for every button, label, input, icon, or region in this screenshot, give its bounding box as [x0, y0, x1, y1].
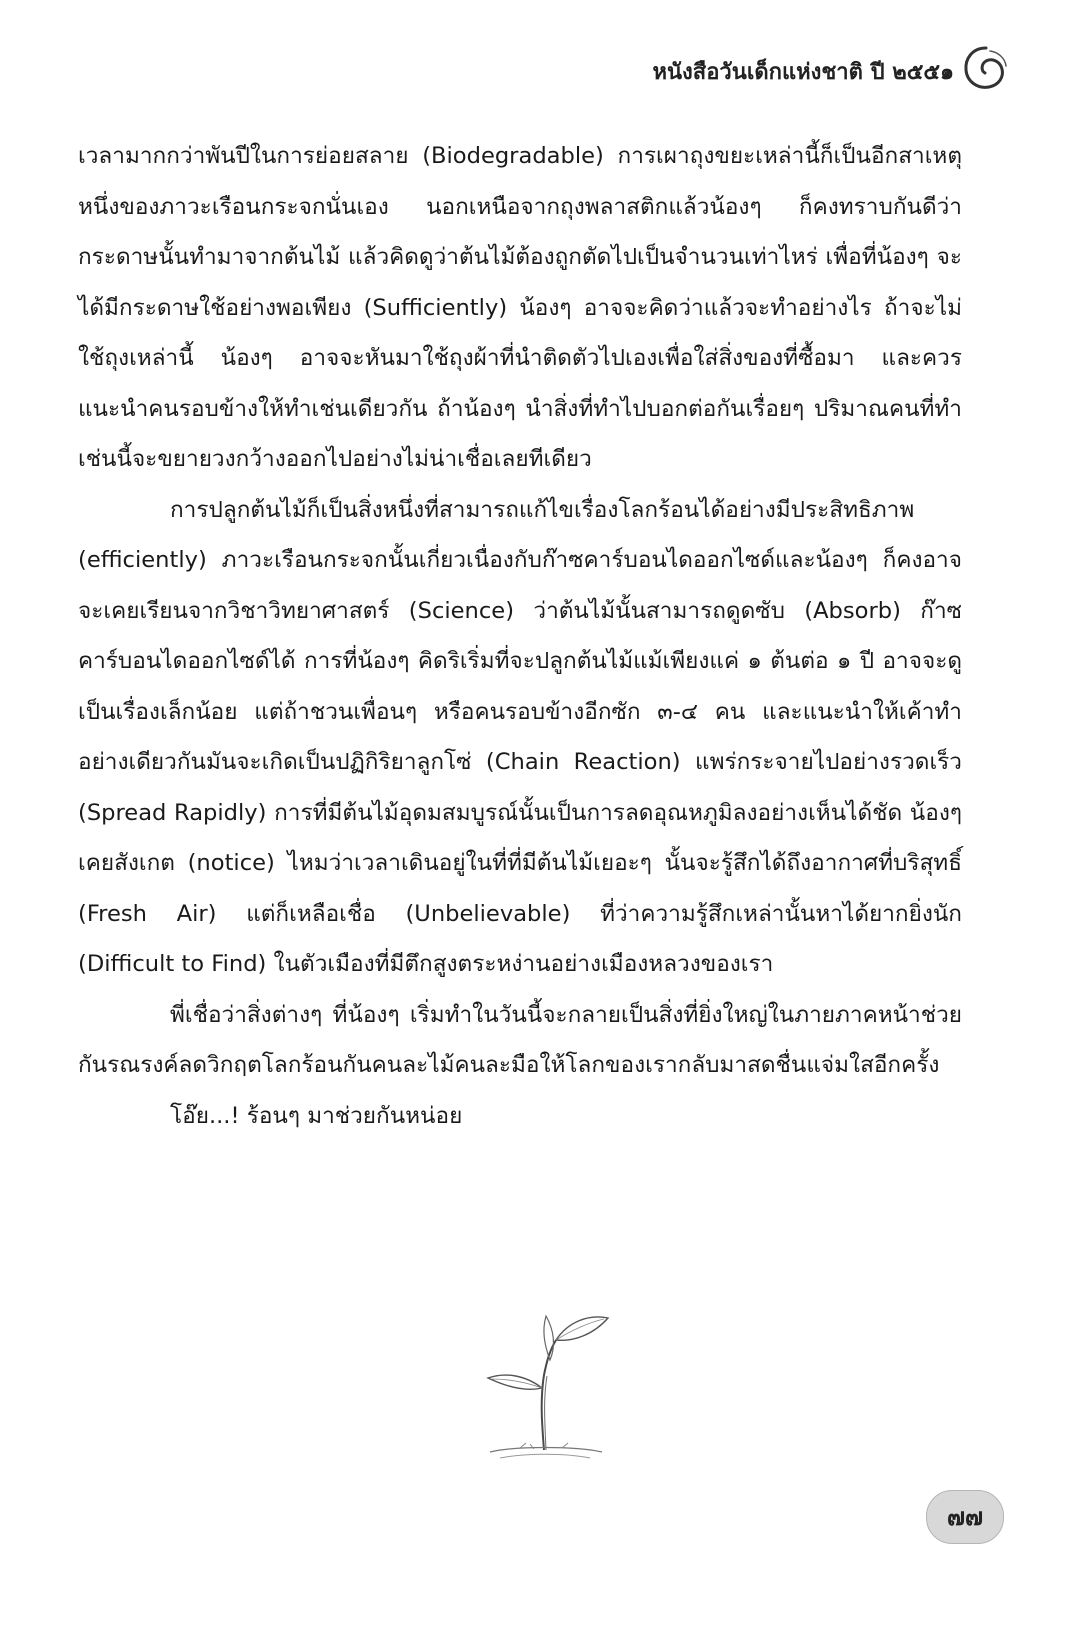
paragraph-3: พี่เชื่อว่าสิ่งต่างๆ ที่น้องๆ เริ่มทำในวันนี้จะกลายเป็นสิ่งที่ยิ่งใหญ่ในภายภาคหน้าช่วยกันรณรงค์ลดวิกฤตโลกร้อนกันคนละไม้คนละมือให้โลกของเรากลับมาสดชื่นแจ่มใสอีกครั้ง [78, 1001, 962, 1078]
paragraph-1: เวลามากกว่าพันปีในการย่อยสลาย (Biodegradable) การเผาถุงขยะเหล่านี้ก็เป็นอีกสาเหตุหนึ่งของภาวะเรือนกระจกนั่นเอง นอกเหนือจากถุงพลาสติกแล้วน้องๆ ก็คงทราบกันดีว่ากระดาษนั้นทำมาจากต้นไม้ แล้วคิดดูว่าต้นไม้ต้องถูกตัดไปเป็นจำนวนเท่าไหร่ เพื่อที่น้องๆ จะได้มีกระดาษใช้อย่างพอเพียง (Sufficiently) น้องๆ อาจจะคิดว่าแล้วจะทำอย่างไร ถ้าจะไม่ใช้ถุงเหล่านี้ น้องๆ อาจจะหันมาใช้ถุงผ้าที่นำติดตัวไปเองเพื่อใส่สิ่งของที่ซื้อมา และควรแนะนำคนรอบข้างให้ทำเช่นเดียวกัน ถ้าน้องๆ นำสิ่งที่ทำไปบอกต่อกันเรื่อยๆ ปริมาณคนที่ทำเช่นนี้จะขยายวงกว้างออกไปอย่างไม่น่าเชื่อเลยทีเดียว [78, 143, 962, 472]
paragraph-2: การปลูกต้นไม้ก็เป็นสิ่งหนึ่งที่สามารถแก้ไขเรื่องโลกร้อนได้อย่างมีประสิทธิภาพ (efficiently) ภาวะเรือนกระจกนั้นเกี่ยวเนื่องกับก๊าซคาร์บอนไดออกไซด์และน้องๆ ก็คงอาจจะเคยเรียนจากวิชาวิทยาศาสตร์ (Science) ว่าต้นไม้นั้นสามารถดูดซับ (Absorb) ก๊าซคาร์บอนไดออกไซด์ได้ การที่น้องๆ คิดริเริ่มที่จะปลูกต้นไม้แม้เพียงแค่ ๑ ต้นต่อ ๑ ปี อาจจะดูเป็นเรื่องเล็กน้อย แต่ถ้าชวนเพื่อนๆ หรือคนรอบข้างอีกซัก ๓-๔ คน และแนะนำให้เค้าทำอย่างเดียวกันมันจะเกิดเป็นปฏิกิริยาลูกโซ่ (Chain Reaction) แพร่กระจายไปอย่างรวดเร็ว (Spread Rapidly) การที่มีต้นไม้อุดมสมบูรณ์นั้นเป็นการลดอุณหภูมิลงอย่างเห็นได้ชัด น้องๆ เคยสังเกต (notice) ไหมว่าเวลาเดินอยู่ในที่ที่มีต้นไม้เยอะๆ นั้นจะรู้สึกได้ถึงอากาศที่บริสุทธิ์ (Fresh Air) แต่ก็เหลือเชื่อ (Unbelievable) ที่ว่าความรู้สึกเหล่านั้นหาได้ยากยิ่งนัก (Difficult to Find) ในตัวเมืองที่มีตึกสูงตระหง่านอย่างเมืองหลวงของเรา [78, 496, 962, 977]
sprout-illustration-icon [470, 1300, 620, 1470]
closing-line: โอ๊ย...! ร้อนๆ มาช่วยกันหน่อย [170, 1102, 463, 1129]
running-header-title: หนังสือวันเด็กแห่งชาติ ปี ๒๕๕๑ [652, 60, 954, 85]
article-body [78, 131, 962, 1141]
swirl-ornament-icon [960, 42, 1012, 94]
page-number-badge: ๗๗ [926, 1490, 1004, 1544]
